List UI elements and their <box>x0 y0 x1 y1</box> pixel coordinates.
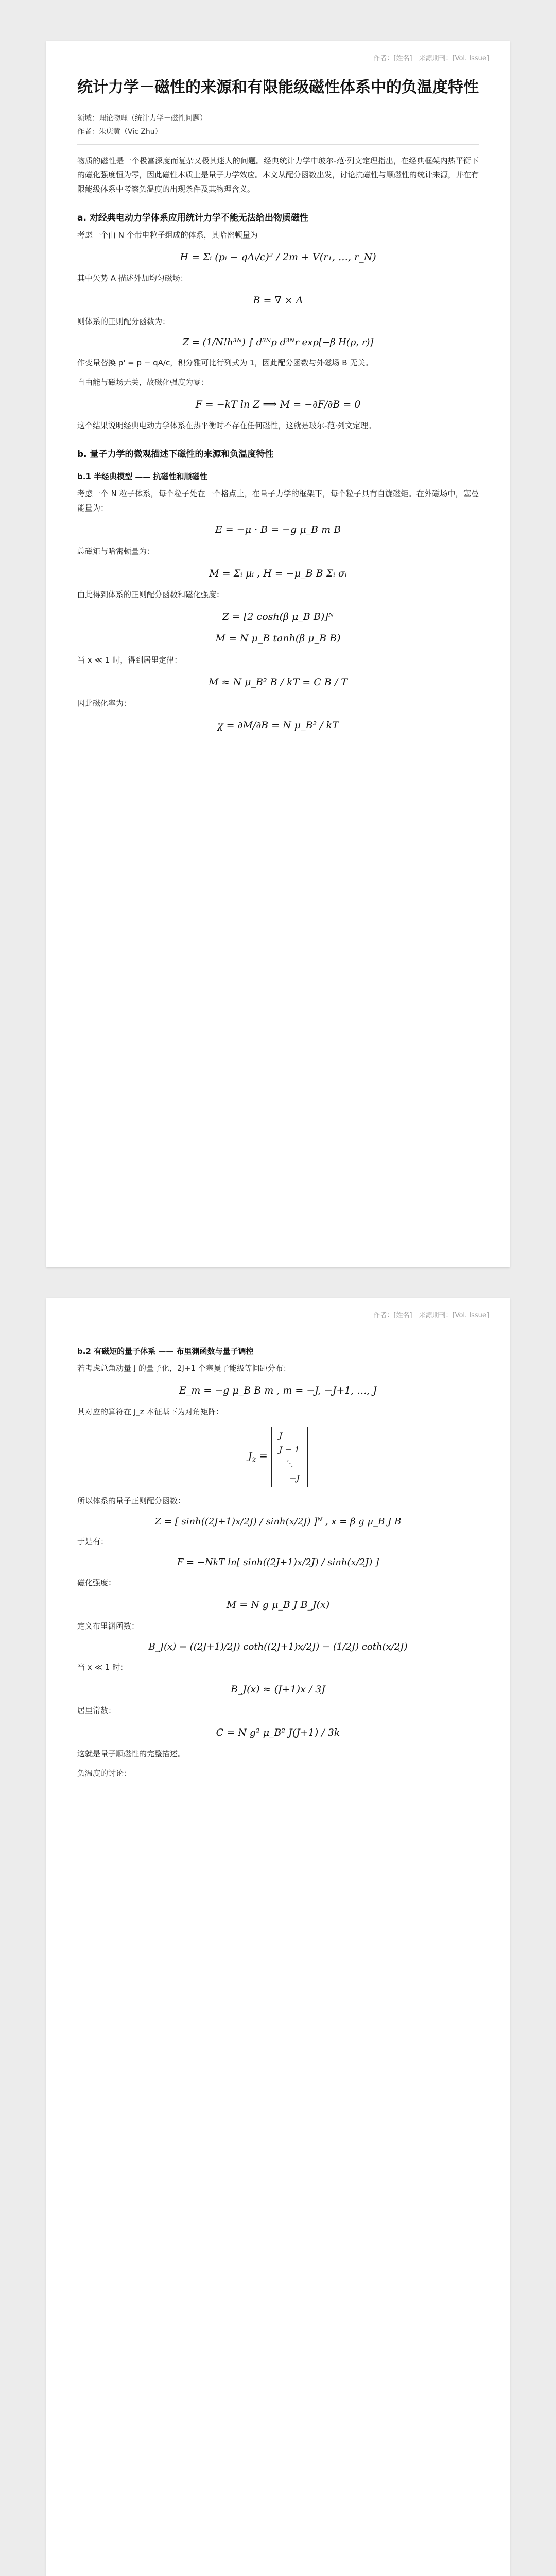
section-b2-final: 这就是量子顺磁性的完整描述。 <box>77 1749 186 1759</box>
equation-limit-small: B_J(x) ≈ (J+1)x / 3J <box>231 1683 325 1695</box>
document-page-2 <box>46 1298 510 2576</box>
equation-susceptibility: χ = ∂M/∂B = N μ_B² / kT <box>217 719 339 731</box>
equation-curie-const: C = N g² μ_B² J(J+1) / 3k <box>216 1726 340 1738</box>
running-head: 作者：[姓名] 来源期刊：[Vol. Issue] <box>373 1312 489 1319</box>
jz-row-2: J − 1 <box>279 1445 300 1455</box>
jz-row-4: −J <box>289 1472 300 1483</box>
section-b2-free-text: 于是有： <box>77 1537 109 1547</box>
jz-row-1: J <box>279 1431 283 1440</box>
section-a-after: 其中矢势 A 描述外加均匀磁场： <box>77 274 188 283</box>
equation-curie: M ≈ N μ_B² B / kT = C B / T <box>208 676 348 688</box>
document-page-1 <box>46 41 510 1267</box>
article-meta <box>77 112 479 145</box>
section-b1-curie: 当 x ≪ 1 时，得到居里定律： <box>77 655 182 665</box>
section-b1-text: 考虑一个 N 粒子体系，每个粒子处在一个格点上，在量子力学的框架下，每个粒子具有自旋磁矩。在外磁场中，塞曼能量为： <box>77 488 479 513</box>
equation-free-j: F = −NkT ln[ sinh((2J+1)x/2J) / sinh(x/2J) ] <box>177 1557 379 1568</box>
section-a-text: 考虑一个由 N 个带电粒子组成的体系，其哈密顿量为 <box>77 230 258 240</box>
equation-mag-j: M = N g μ_B J B_J(x) <box>226 1599 330 1611</box>
section-b1-gen: 由此得到体系的正则配分函数和磁化强度： <box>77 590 224 600</box>
section-a-proof: 则体系的正则配分函数为： <box>77 317 170 327</box>
running-head: 作者：[姓名] 来源期刊：[Vol. Issue] <box>373 55 489 62</box>
equation-hamiltonian: H = Σᵢ (pᵢ − qAᵢ/c)² / 2m + V(r₁, …, r_N) <box>180 251 376 263</box>
equation-free-energy: F = −kT ln Z ⟹ M = −∂F/∂B = 0 <box>195 398 361 410</box>
section-a-heading: a. 对经典电动力学体系应用统计力学不能无法给出物质磁性 <box>77 212 308 223</box>
equation-partition-j: Z = [ sinh((2J+1)x/2J) / sinh(x/2J) ]ᴺ , x = β g μ_B J B <box>154 1516 402 1527</box>
section-b1-heading: b.1 半经典模型 —— 抗磁性和顺磁性 <box>77 471 207 481</box>
meta-author: 作者：朱庆黄（Vic Zhu） <box>77 128 162 137</box>
equation-zeeman: E = −μ · B = −g μ_B m B <box>215 524 341 536</box>
jz-matrix <box>271 1427 308 1487</box>
jz-row-3: ⋱ <box>285 1459 293 1469</box>
equation-vector-potential: B = ∇ × A <box>253 294 303 306</box>
section-b1-after: 总磁矩与哈密顿量为： <box>77 546 155 556</box>
intro-paragraph: 物质的磁性是一个极富深度而复杂又极其迷人的问题。经典统计力学中玻尔-范·列文定理指出，在经典框架内热平衡下的磁化强度恒为零，因此磁性本质上是量子力学效应。本文从配分函数出发，讨论抗磁性与顺磁性的统计来源，并在有限能级体系中考察负温度的出现条件及其物理含义。 <box>77 156 479 194</box>
section-c-intro: 负温度的讨论： <box>77 1769 132 1778</box>
section-b2-limits-text: 当 x ≪ 1 时： <box>77 1662 128 1672</box>
equation-magnetization-tanh: M = N μ_B tanh(β μ_B B) <box>215 633 341 645</box>
equation-partition-spin: Z = [2 cosh(β μ_B B)]ᴺ <box>222 611 334 622</box>
article-title: 统计力学－磁性的来源和有限能级磁性体系中的负温度特性 <box>77 78 479 96</box>
section-b2-text: 若考虑总角动量 J 的量子化，2J+1 个塞曼子能级等间距分布： <box>77 1364 291 1373</box>
section-b2-matrix-text: 其对应的算符在 J_z 本征基下为对角矩阵： <box>77 1407 224 1417</box>
equation-brillouin: B_J(x) = ((2J+1)/2J) coth((2J+1)x/2J) − (1/2J) coth(x/2J) <box>148 1641 408 1653</box>
meta-field: 领域：理论物理（统计力学－磁性问题） <box>77 114 207 123</box>
section-a-conclusion: 这个结果说明经典电动力学体系在热平衡时不存在任何磁性，这就是玻尔-范·列文定理。 <box>77 421 376 431</box>
section-a-note: 作变量替换 p' = p − qA/c，积分雅可比行列式为 1，因此配分函数与外磁场 B 无关。 <box>77 358 373 368</box>
equation-partition-classical: Z = (1/N!h³ᴺ) ∫ d³ᴺp d³ᴺr exp[−β H(p, r)] <box>182 337 374 348</box>
section-b2-heading: b.2 有磁矩的量子体系 —— 布里渊函数与量子调控 <box>77 1347 254 1356</box>
equation-magnetic-moment: M = Σᵢ μᵢ , H = −μ_B B Σᵢ σᵢ <box>209 567 347 579</box>
equation-levels: E_m = −g μ_B B m , m = −J, −J+1, …, J <box>179 1384 377 1396</box>
section-b2-partition-text: 所以体系的量子正则配分函数： <box>77 1496 186 1505</box>
section-b2-brillouin-text: 定义布里渊函数： <box>77 1621 140 1631</box>
jz-matrix-block: $J_z$ = J J − 1 ⋱ −J <box>77 1427 479 1487</box>
section-b2-curie-text: 居里常数： <box>77 1706 116 1716</box>
section-b2-mag-text: 磁化强度： <box>77 1578 116 1588</box>
section-b1-susceptibility: 因此磁化率为： <box>77 699 132 708</box>
section-b-heading: b. 量子力学的微观描述下磁性的来源和负温度特性 <box>77 449 274 460</box>
section-a-free: 自由能与磁场无关，故磁化强度为零： <box>77 377 209 387</box>
